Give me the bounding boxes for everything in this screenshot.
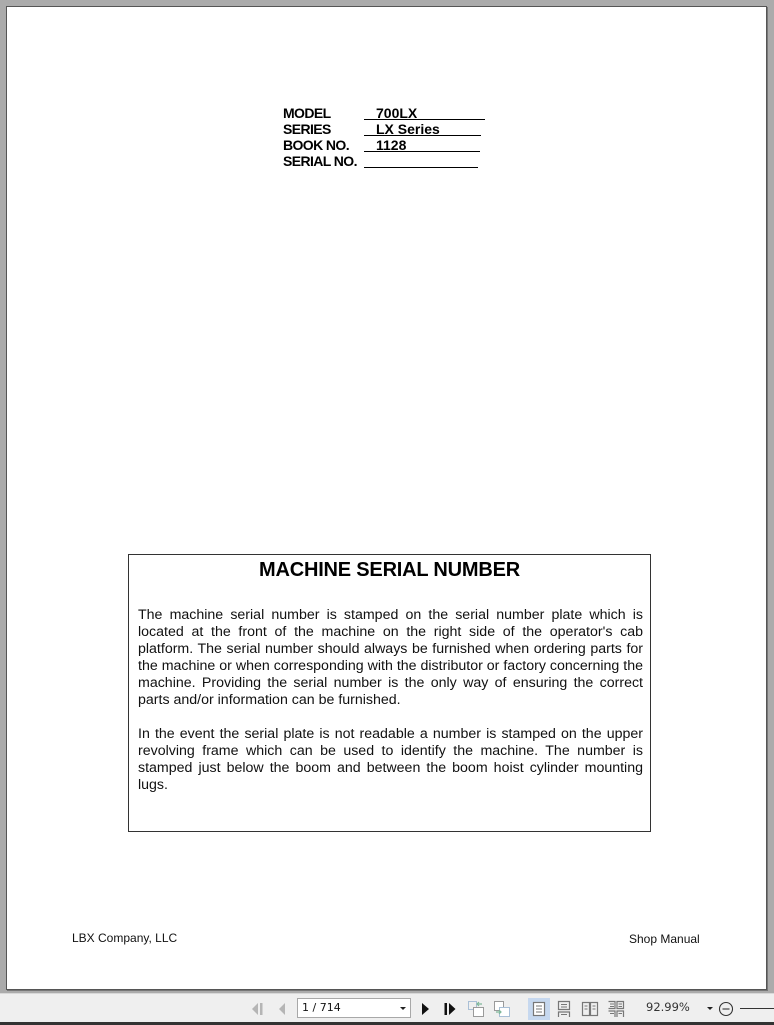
field-label: MODEL bbox=[283, 105, 331, 121]
box-paragraph: In the event the serial plate is not readable a number is stamped on the upper revolving frame which can be used to identify the machine. The number is stamped just below the boom and between the boom hoist cylinder mounting lugs. bbox=[138, 726, 643, 794]
zoom-level[interactable]: 92.99% bbox=[646, 1000, 690, 1014]
last-page-icon bbox=[443, 1002, 457, 1016]
machine-info-fields bbox=[283, 105, 440, 169]
field-value-serial-no bbox=[364, 153, 478, 168]
previous-view-icon bbox=[467, 1000, 485, 1018]
first-page-button[interactable] bbox=[248, 999, 266, 1019]
previous-page-icon bbox=[276, 1002, 288, 1016]
serial-number-box bbox=[128, 554, 651, 832]
continuous-view-button[interactable] bbox=[553, 999, 575, 1019]
next-page-icon bbox=[419, 1002, 431, 1016]
field-series bbox=[283, 121, 440, 137]
next-page-button[interactable] bbox=[417, 999, 433, 1019]
single-page-view-button[interactable] bbox=[528, 998, 550, 1020]
field-label: SERIAL NO. bbox=[283, 153, 357, 169]
zoom-out-button[interactable] bbox=[717, 999, 735, 1019]
continuous-facing-icon bbox=[607, 1000, 625, 1018]
facing-view-button[interactable] bbox=[579, 999, 601, 1019]
field-value-book-no: 1128 bbox=[364, 137, 480, 152]
zoom-dropdown-icon[interactable] bbox=[707, 1007, 713, 1010]
next-view-button[interactable] bbox=[492, 999, 512, 1019]
last-page-button[interactable] bbox=[441, 999, 459, 1019]
page-indicator: 1 / 714 bbox=[302, 1001, 341, 1014]
facing-pages-icon bbox=[581, 1001, 599, 1017]
box-title: MACHINE SERIAL NUMBER bbox=[259, 559, 520, 581]
field-label: BOOK NO. bbox=[283, 137, 349, 153]
continuous-page-icon bbox=[557, 1000, 571, 1018]
previous-page-button[interactable] bbox=[274, 999, 290, 1019]
footer-manual-type: Shop Manual bbox=[629, 932, 700, 946]
continuous-facing-view-button[interactable] bbox=[605, 999, 627, 1019]
viewer-toolbar bbox=[0, 993, 774, 1023]
field-serial-no bbox=[283, 153, 363, 169]
field-label: SERIES bbox=[283, 121, 331, 137]
zoom-slider[interactable] bbox=[740, 1008, 774, 1009]
next-view-icon bbox=[493, 1000, 511, 1018]
document-page bbox=[6, 6, 767, 990]
field-model bbox=[283, 105, 418, 121]
footer-company: LBX Company, LLC bbox=[72, 931, 178, 945]
first-page-icon bbox=[250, 1002, 264, 1016]
field-value-model: 700LX bbox=[364, 105, 485, 120]
zoom-out-icon bbox=[718, 1001, 734, 1017]
single-page-icon bbox=[532, 1001, 546, 1017]
previous-view-button[interactable] bbox=[466, 999, 486, 1019]
page-number-input[interactable] bbox=[297, 998, 411, 1018]
field-value-series: LX Series bbox=[364, 121, 481, 136]
field-book-no bbox=[283, 137, 407, 153]
box-paragraph: The machine serial number is stamped on the serial number plate which is located at the front of the machine on the right side of the operator's cab platform. The serial number should always be furnished when ordering parts for the machine or when corresponding with the distributor or factory concerning the machine. Providing the serial number is the only way of ensuring the correct parts and/or information can be furnished. bbox=[138, 607, 643, 709]
chevron-down-icon[interactable] bbox=[400, 1007, 406, 1010]
